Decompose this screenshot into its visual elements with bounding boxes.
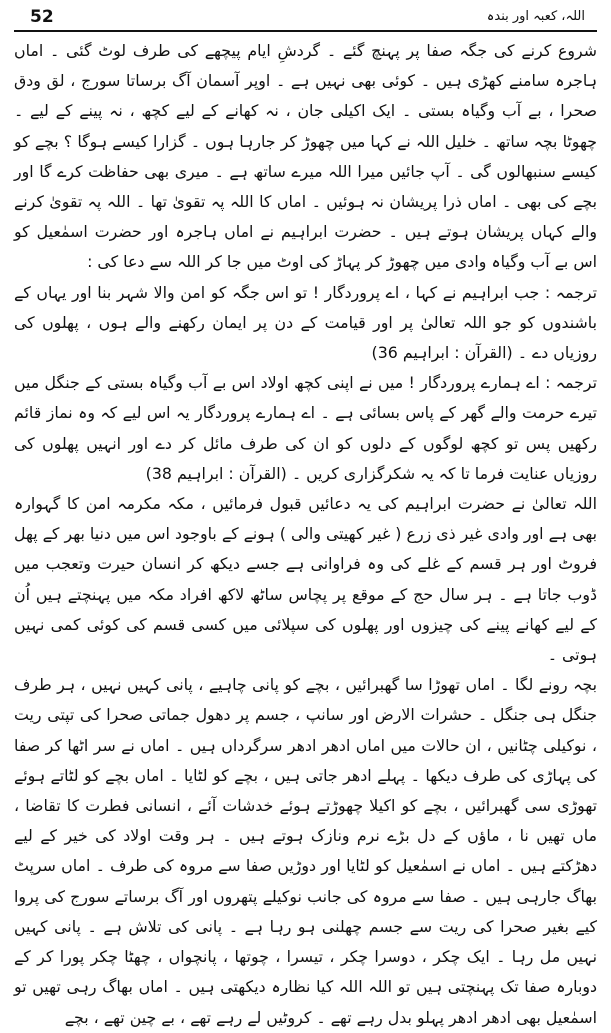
- paragraph-translation-36: [14, 278, 597, 369]
- paragraph-text: شروع کرنے کی جگہ صفا پر پہنچ گئے ۔ گردشِ ایام پیچھے کی طرف لوٹ گئی ۔ اماں ہاجرہ سامنے کھڑی ہیں ۔ کوئی بھی نہیں ہے ۔ اوپر آسمان آگ برساتا سورج ، لق ودق صحرا ، بے آب وگیاہ بستی ۔ ایک اکیلی جان ، نہ کھانے کے لیے کچھ ، نہ پینے کے لیے ۔ چھوٹا بچہ ساتھ ۔ خلیل اللہ نے کہا میں چھوڑ کر جارہا ہوں ۔ گزارا کیسے ہوگا ؟ بچے کو کیسے سنبھالوں گی ۔ آپ جائیں میرا اللہ میرے ساتھ ہے ۔ میری بھی حفاظت کرے گا اور بچے کی بھی ۔ اماں ذرا پریشان نہ ہوئیں ۔ اماں کا اللہ پہ تقویٰ تھا ۔ اللہ پہ تقویٰ کرنے والے کہاں پریشان ہوتے ہیں ۔ حضرت ابراہیم نے اماں ہاجرہ اور حضرت اسمٰعیل کو اس بے آب وگیاہ وادی میں چھوڑ کر پہاڑ کی اوٹ میں جا کر اللہ سے دعا کی :: [14, 41, 597, 272]
- header-rule: [14, 30, 597, 32]
- quran-reference: (القرآن : ابراہیم 38): [145, 463, 287, 483]
- page-number: 52: [30, 7, 54, 27]
- body-text: [14, 36, 597, 1033]
- paragraph-translation-38: [14, 368, 597, 489]
- paragraph-intro: [14, 36, 597, 278]
- paragraph-makkah: [14, 489, 597, 670]
- paragraph-text: بچہ رونے لگا ۔ اماں تھوڑا سا گھبرائیں ، بچے کو پانی چاہیے ، پانی کہیں نہیں ، ہر طرف جنگل ہی جنگل ۔ حشرات الارض اور سانپ ، جسم پر دھول جماتی صحرا کی تپتی ریت ، نوکیلی چٹانیں ، ان حالات میں اماں ادھر ادھر سرگرداں ہیں ۔ اماں نے سر اٹھا کر صفا کی پہاڑی کی طرف دیکھا ۔ پہلے ادھر جاتی ہیں ، بچے کو لٹایا ۔ اماں بچے کو لٹاتے ہوئے تھوڑی سی گھبرائیں ، بچے کو اکیلا چھوڑتے ہوئے خدشات آئے ، انسانی فطرت کا تقاضا ، ماں تھیں نا ، ماؤں کے دل بڑے نرم ونازک ہوتے ہیں ۔ ہر وقت اولاد کی خیر کے لیے دھڑکتے ہیں ۔ اماں نے اسمٰعیل کو لٹایا اور دوڑیں صفا سے مروہ کی طرف ۔ اماں سرپٹ بھاگ جارہی ہیں ۔ صفا سے مروہ کی جانب نوکیلے پتھروں اور آگ برساتے سورج کی پروا کیے بغیر صحرا کی ریت سے جسم چھلنی ہو رہا ہے ۔ پانی کی تلاش ہے ۔ پانی کہیں نہیں مل رہا ۔ ایک چکر ، دوسرا چکر ، تیسرا ، چوتھا ، پانچواں ، چھٹا چکر پورا کر کے دوبارہ صفا تک پہنچتی ہیں تو اللہ اللہ کیا نظارہ دیکھتی ہیں ۔ اماں بھاگ رہی تھیں تو اسمٰعیل بھی ادھر ادھر پہلو بدل رہے تھے ۔ کروٹیں لے رہے تھے ، بے چین تھے ، بچے: [14, 675, 597, 1027]
- running-head: اللہ، کعبہ اور بندہ: [486, 9, 585, 24]
- paragraph-safa-marwa: [14, 670, 597, 1032]
- paragraph-text: ترجمہ : اے ہمارے پروردگار ! میں نے اپنی کچھ اولاد اس بے آب وگیاہ بستی کے جنگل میں تیرے حرمت والے گھر کے پاس بسائی ہے ۔ اے ہمارے پروردگار یہ اس لیے کہ وہ نماز قائم رکھیں پس تو کچھ لوگوں کے دلوں کو ان کی طرف مائل کر دے اور انہیں پھلوں کی روزیاں عنایت فرما تا کہ یہ شکرگزاری کریں ۔: [14, 373, 597, 483]
- paragraph-text: ترجمہ : جب ابراہیم نے کہا ، اے پروردگار ! تو اس جگہ کو امن والا شہر بنا اور یہاں کے باشندوں کو جو اللہ تعالیٰ پر اور قیامت کے دن پر ایمان رکھنے والے ہوں ، پھلوں کی روزیاں دے ۔: [14, 282, 597, 363]
- quran-reference: (القرآن : ابراہیم 36): [371, 343, 513, 363]
- paragraph-text: اللہ تعالیٰ نے حضرت ابراہیم کی یہ دعائیں قبول فرمائیں ، مکہ مکرمہ امن کا گہوارہ بھی ہے اور وادی غیر ذی زرع ( غیر کھیتی والی ) ہونے کے باوجود اس میں دنیا بھر کے پھل فروٹ اور ہر قسم کے غلے کی وہ فراوانی ہے جسے دیکھ کر انسان حیرت وتعجب میں ڈوب جاتا ہے ۔ ہر سال حج کے موقع پر پچاس ساٹھ لاکھ افراد مکہ میں پہنچتے ہیں اُن کے لیے کھانے پینے کی چیزوں اور پھلوں کی سپلائی میں کسی قسم کی کوئی کمی نہیں ہوتی ۔: [14, 494, 597, 665]
- page-header: [14, 6, 597, 30]
